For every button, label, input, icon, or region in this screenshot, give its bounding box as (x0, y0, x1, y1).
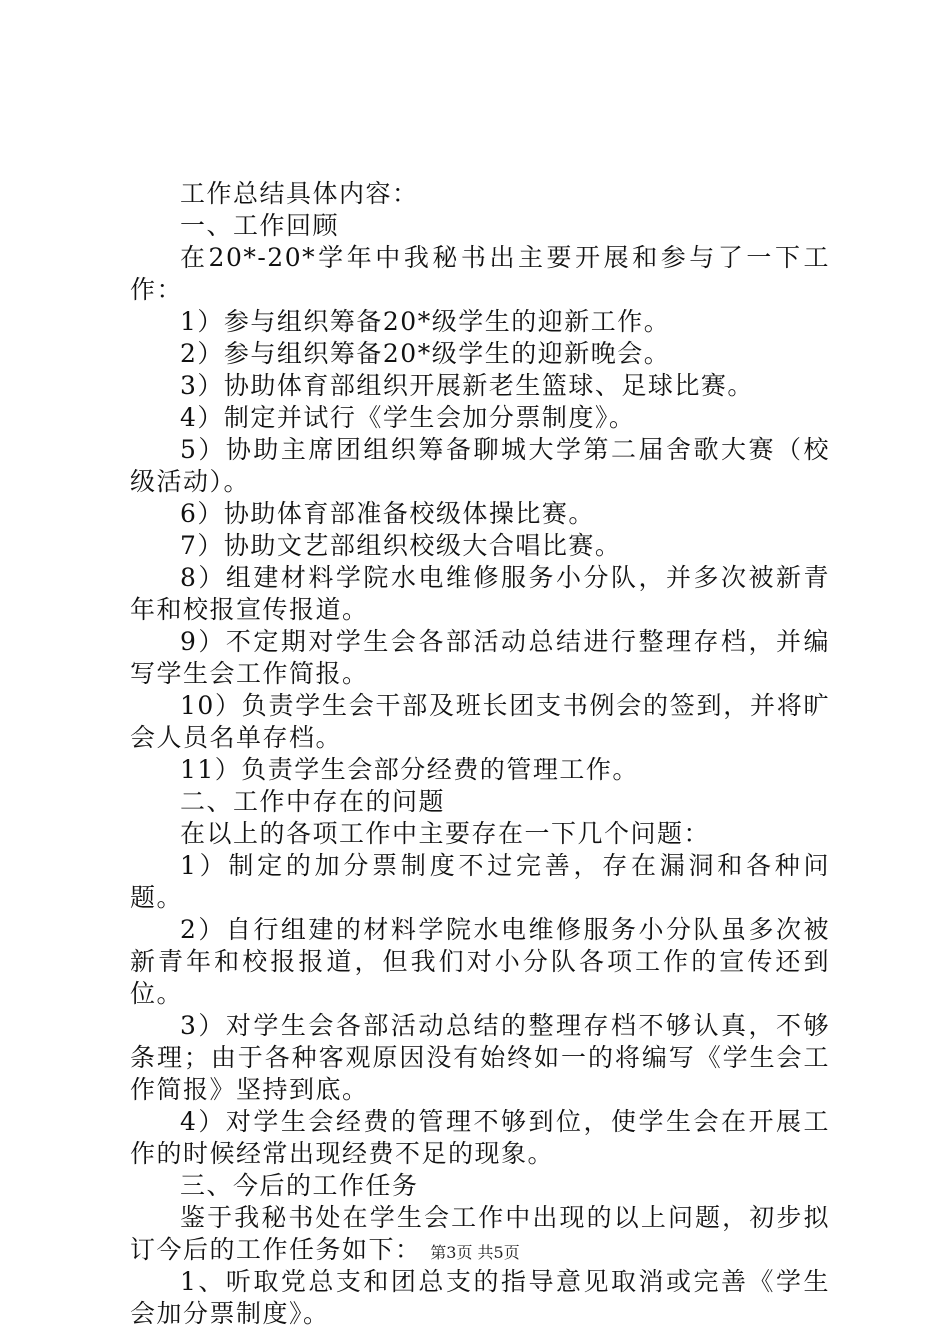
list-item-problem-3: 3）对学生会各部活动总结的整理存档不够认真，不够条理；由于各种客观原因没有始终如一的将编写《学生会工作简报》坚持到底。 (130, 1011, 830, 1104)
list-item-problem-4: 4）对学生会经费的管理不够到位，使学生会在开展工作的时候经常出现经费不足的现象。 (130, 1107, 830, 1168)
paragraph-intro-heading: 工作总结具体内容： (180, 179, 419, 208)
list-item-review-5: 5）协助主席团组织筹备聊城大学第二届舍歌大赛（校级活动）。 (130, 435, 830, 496)
list-item-review-2: 2）参与组织筹备20*级学生的迎新晚会。 (180, 339, 671, 368)
list-item-review-11: 11）负责学生会部分经费的管理工作。 (180, 755, 639, 784)
paragraph-review-intro: 在20*-20*学年中我秘书出主要开展和参与了一下工作： (130, 243, 830, 304)
section-heading-future-tasks: 三、今后的工作任务 (180, 1171, 419, 1200)
list-item-future-1: 1、听取党总支和团总支的指导意见取消或完善《学生会加分票制度》。 (130, 1267, 830, 1328)
paragraph-future-intro: 鉴于我秘书处在学生会工作中出现的以上问题，初步拟订今后的工作任务如下： (130, 1203, 830, 1264)
section-heading-review: 一、工作回顾 (180, 211, 340, 240)
list-item-review-4: 4）制定并试行《学生会加分票制度》。 (180, 403, 636, 432)
list-item-review-10: 10）负责学生会干部及班长团支书例会的签到，并将旷会人员名单存档。 (130, 691, 830, 752)
paragraph-problems-intro: 在以上的各项工作中主要存在一下几个问题： (180, 819, 711, 848)
list-item-problem-2: 2）自行组建的材料学院水电维修服务小分队虽多次被新青年和校报报道，但我们对小分队各项工作的宣传还到位。 (130, 915, 830, 1008)
section-heading-problems: 二、工作中存在的问题 (180, 787, 446, 816)
list-item-review-3: 3）协助体育部组织开展新老生篮球、足球比赛。 (180, 371, 754, 400)
list-item-review-8: 8）组建材料学院水电维修服务小分队，并多次被新青年和校报宣传报道。 (130, 563, 830, 624)
list-item-review-7: 7）协助文艺部组织校级大合唱比赛。 (180, 531, 622, 560)
list-item-review-6: 6）协助体育部准备校级体操比赛。 (180, 499, 595, 528)
page-number-footer: 第3页 共5页 (430, 1243, 520, 1262)
list-item-review-1: 1）参与组织筹备20*级学生的迎新工作。 (180, 307, 671, 336)
document-body (130, 178, 830, 1330)
list-item-review-9: 9）不定期对学生会各部活动总结进行整理存档，并编写学生会工作简报。 (130, 627, 830, 688)
list-item-problem-1: 1）制定的加分票制度不过完善，存在漏洞和各种问题。 (130, 851, 830, 912)
